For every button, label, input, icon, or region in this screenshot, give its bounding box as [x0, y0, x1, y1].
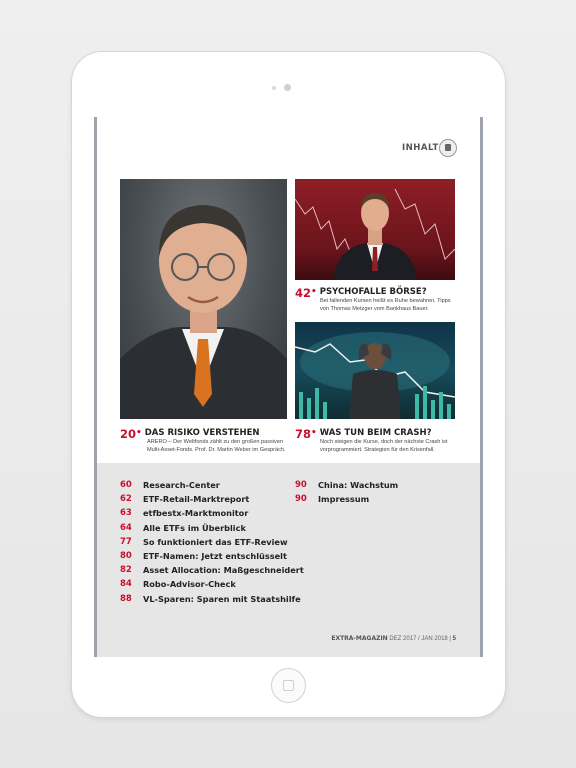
- toc-page-number: 80: [120, 551, 132, 561]
- toc-page-number: 64: [120, 522, 132, 533]
- toc-title: Alle ETFs im Überblick: [143, 522, 246, 533]
- right-edge-bar: [480, 117, 483, 657]
- toc-title: Asset Allocation: Maßgeschneidert: [143, 565, 304, 576]
- bullet-icon: •: [311, 287, 317, 297]
- toc-title: etfbestx-Marktmonitor: [143, 508, 249, 519]
- feature-page-number: 42: [295, 286, 312, 300]
- stressed-trader-illustration: [295, 179, 455, 280]
- toc-page-number: 82: [120, 565, 132, 576]
- feature-title-text: WAS TUN BEIM CRASH?: [319, 428, 432, 438]
- toc-title: China: Wachstum: [318, 480, 399, 490]
- feature-description-line: Bei fallenden Kursen heißt es Ruhe bewahren. Tipps: [320, 298, 451, 304]
- toc-title: ETF-Retail-Marktreport: [143, 494, 250, 505]
- camera-icon: [284, 84, 291, 91]
- page-footer: [331, 635, 456, 642]
- toc-page-number: 63: [120, 508, 132, 519]
- feature-title[interactable]: [311, 428, 432, 438]
- sensor-dot: [272, 86, 276, 90]
- toc-page-number: 62: [120, 494, 132, 505]
- feature-description: [147, 439, 297, 454]
- footer-separator: |: [449, 636, 451, 642]
- toc-page-number: 60: [120, 480, 132, 490]
- portrait-photo[interactable]: [120, 179, 287, 419]
- toc-title: Research-Center: [143, 480, 220, 490]
- toc-page-number: 84: [120, 579, 132, 590]
- market-crash-photo[interactable]: [295, 322, 455, 419]
- toc-page-number: 90: [295, 494, 307, 505]
- toc-title: Robo-Advisor-Check: [143, 579, 236, 590]
- feature-description-line: von Thomas Metzger vom Bankhaus Bauer.: [320, 305, 429, 312]
- stressed-trader-photo[interactable]: [295, 179, 455, 280]
- bullet-icon: •: [136, 428, 142, 438]
- toc-page-number: 77: [120, 536, 132, 547]
- book-icon[interactable]: [439, 139, 457, 157]
- magazine-name: EXTRA-MAGAZIN: [331, 635, 388, 642]
- feature-description-line: ARERO – Der Weltfonds zählt zu den großen passiven: [147, 439, 284, 445]
- toc-title: ETF-Namen: Jetzt entschlüsselt: [143, 551, 287, 561]
- feature-description-line: Multi-Asset-Fonds. Prof. Dr. Martin Weber im Gespräch.: [147, 446, 286, 453]
- feature-description-line: Noch steigen die Kurse, doch der nächste Crash ist: [320, 439, 448, 445]
- feature-title[interactable]: [311, 287, 427, 297]
- contents-panel: [97, 463, 480, 657]
- magazine-page: [94, 117, 483, 657]
- home-button[interactable]: [271, 668, 306, 703]
- home-square-icon: [283, 680, 294, 691]
- feature-title[interactable]: [136, 428, 260, 438]
- feature-title-text: DAS RISIKO VERSTEHEN: [144, 428, 260, 438]
- feature-description: [320, 439, 470, 454]
- issue-date: DEZ 2017 / JAN 2018: [389, 636, 448, 642]
- bullet-icon: •: [311, 428, 317, 438]
- feature-page-number: 20: [120, 427, 137, 441]
- feature-description: [320, 298, 470, 313]
- feature-page-number: 78: [295, 427, 312, 441]
- toc-title: VL-Sparen: Sparen mit Staatshilfe: [143, 593, 301, 604]
- feature-description-line: vorprogrammiert. Strategien für den Krisenfall.: [320, 446, 435, 453]
- portrait-illustration: [120, 179, 287, 419]
- toc-list-right: [295, 480, 455, 510]
- market-crash-illustration: [295, 322, 455, 419]
- toc-title: Impressum: [318, 494, 370, 505]
- toc-page-number: 88: [120, 593, 132, 604]
- page-number: 5: [452, 636, 456, 642]
- feature-title-text: PSYCHOFALLE BÖRSE?: [319, 287, 427, 297]
- toc-title: So funktioniert das ETF-Review: [143, 536, 288, 547]
- toc-page-number: 90: [295, 480, 307, 490]
- section-label: INHALT: [402, 143, 439, 153]
